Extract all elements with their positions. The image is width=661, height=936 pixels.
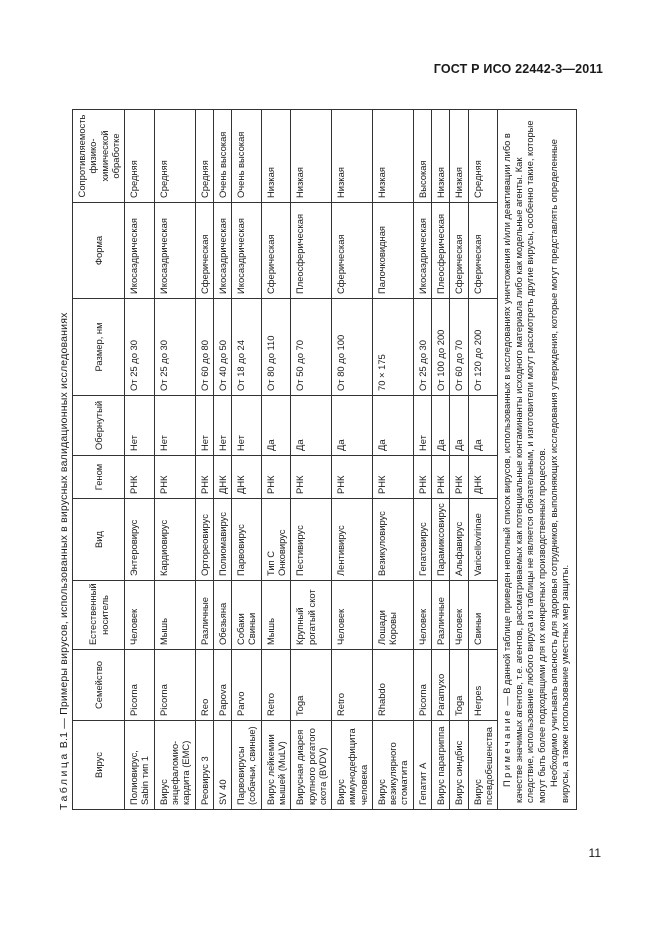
- table-cell: Гепатит А: [413, 721, 431, 810]
- table-cell: Сферическая: [195, 203, 213, 299]
- table-cell: От 120 до 200: [468, 299, 498, 396]
- table-cell: Низкая: [261, 110, 291, 203]
- table-cell: Да: [450, 396, 468, 456]
- table-note: [498, 110, 577, 810]
- table-cell: Лошади Коровы: [372, 581, 413, 650]
- table-cell: Да: [432, 396, 450, 456]
- table-cell: Гепатовирус: [413, 499, 431, 581]
- table-cell: Плеосферическая: [291, 203, 332, 299]
- document-header: ГОСТ Р ИСО 22442-3—2011: [433, 62, 603, 76]
- virus-table: [72, 109, 577, 810]
- table-cell: От 80 до 100: [332, 299, 373, 396]
- table-row: [261, 110, 291, 810]
- table-cell: Свиньи: [468, 581, 498, 650]
- table-cell: От 60 до 70: [450, 299, 468, 396]
- table-cell: Нет: [413, 396, 431, 456]
- table-row: [213, 110, 231, 810]
- table-caption-text: В.1 — Примеры вирусов, использованных в вирусных валидационных исследованиях: [58, 312, 70, 752]
- table-row: [372, 110, 413, 810]
- table-cell: Нет: [154, 396, 195, 456]
- column-header: Сопротивляемость физико-химической обработке: [73, 110, 125, 203]
- table-cell: SV 40: [213, 721, 231, 810]
- table-cell: Toga: [450, 650, 468, 721]
- table-cell: Herpes: [468, 650, 498, 721]
- rotated-table-block: [58, 110, 598, 810]
- table-cell: Тип С Онковирус: [261, 499, 291, 581]
- table-cell: Икосаэдрическая: [125, 203, 155, 299]
- table-cell: От 50 до 70: [291, 299, 332, 396]
- table-cell: Парвовирусы (собачьи, свиные): [232, 721, 262, 810]
- note-paragraph-2: Необходимо учитывать опасность для здоровья сотрудников, выполняющих исследования утверждения, которые могут представлять определенные вирусы, а также использование уместных мер защиты.: [548, 139, 571, 803]
- table-cell: Пестивирус: [291, 499, 332, 581]
- table-cell: Да: [261, 396, 291, 456]
- table-cell: Papova: [213, 650, 231, 721]
- table-cell: Везикуловирус: [372, 499, 413, 581]
- table-cell: Плеосферическая: [432, 203, 450, 299]
- table-cell: Нет: [195, 396, 213, 456]
- table-header-row: [73, 110, 125, 810]
- table-cell: Средняя: [154, 110, 195, 203]
- table-cell: Вирус псевдобешенства: [468, 721, 498, 810]
- table-cell: Человек: [450, 581, 468, 650]
- table-row: [432, 110, 450, 810]
- table-cell: Полиомавирус: [213, 499, 231, 581]
- table-note-row: [498, 110, 577, 810]
- table-cell: Человек: [125, 581, 155, 650]
- table-caption: [58, 312, 70, 810]
- table-row: [125, 110, 155, 810]
- table-cell: Полиовирус, Sabin тип 1: [125, 721, 155, 810]
- table-cell: Альфавирус: [450, 499, 468, 581]
- table-cell: Сферическая: [468, 203, 498, 299]
- table-cell: Низкая: [450, 110, 468, 203]
- table-cell: РНК: [413, 456, 431, 499]
- table-cell: Сферическая: [261, 203, 291, 299]
- table-cell: Нет: [213, 396, 231, 456]
- table-cell: Человек: [413, 581, 431, 650]
- table-cell: Палочковидная: [372, 203, 413, 299]
- table-row: [468, 110, 498, 810]
- table-cell: Различные: [195, 581, 213, 650]
- table-cell: От 18 до 24: [232, 299, 262, 396]
- table-row: [195, 110, 213, 810]
- column-header: Естественный носитель: [73, 581, 125, 650]
- table-cell: Retro: [332, 650, 373, 721]
- table-cell: От 80 до 110: [261, 299, 291, 396]
- table-cell: Крупный рогатый скот: [291, 581, 332, 650]
- table-cell: Мышь: [154, 581, 195, 650]
- table-cell: Обезьяна: [213, 581, 231, 650]
- table-cell: Да: [372, 396, 413, 456]
- table-cell: Paramyxo: [432, 650, 450, 721]
- table-cell: РНК: [291, 456, 332, 499]
- table-cell: Мышь: [261, 581, 291, 650]
- table-cell: РНК: [125, 456, 155, 499]
- table-cell: От 25 до 30: [125, 299, 155, 396]
- table-cell: РНК: [261, 456, 291, 499]
- table-cell: Rhabdo: [372, 650, 413, 721]
- table-cell: Человек: [332, 581, 373, 650]
- table-cell: Энтеровирус: [125, 499, 155, 581]
- table-body: [125, 110, 498, 810]
- table-cell: Очень высокая: [232, 110, 262, 203]
- column-header: Размер, нм: [73, 299, 125, 396]
- table-cell: Икосаэдрическая: [154, 203, 195, 299]
- table-cell: РНК: [432, 456, 450, 499]
- table-row: [413, 110, 431, 810]
- column-header: Геном: [73, 456, 125, 499]
- table-cell: Вирус синдбис: [450, 721, 468, 810]
- table-cell: РНК: [332, 456, 373, 499]
- table-cell: От 40 до 50: [213, 299, 231, 396]
- column-header: Обернутый: [73, 396, 125, 456]
- table-cell: Реовирус 3: [195, 721, 213, 810]
- table-row: [232, 110, 262, 810]
- table-row: [291, 110, 332, 810]
- table-cell: Toga: [291, 650, 332, 721]
- table-cell: Да: [332, 396, 373, 456]
- table-cell: Retro: [261, 650, 291, 721]
- table-cell: Picorna: [154, 650, 195, 721]
- table-cell: Picorna: [125, 650, 155, 721]
- table-cell: Вирус парагриппа: [432, 721, 450, 810]
- table-cell: Сферическая: [332, 203, 373, 299]
- table-cell: Парамиксовирус: [432, 499, 450, 581]
- table-row: [154, 110, 195, 810]
- table-cell: Собаки Свиньи: [232, 581, 262, 650]
- column-header: Семейство: [73, 650, 125, 721]
- table-cell: Нет: [125, 396, 155, 456]
- table-cell: Кардиовирус: [154, 499, 195, 581]
- table-cell: Varicellovirinae: [468, 499, 498, 581]
- table-cell: Нет: [232, 396, 262, 456]
- table-cell: Да: [291, 396, 332, 456]
- table-row: [332, 110, 373, 810]
- table-cell: РНК: [372, 456, 413, 499]
- table-cell: Икосаэдрическая: [413, 203, 431, 299]
- table-cell: От 25 до 30: [413, 299, 431, 396]
- table-caption-label: Таблица: [58, 751, 70, 810]
- table-cell: ДНК: [468, 456, 498, 499]
- table-cell: От 60 до 80: [195, 299, 213, 396]
- table-cell: От 100 до 200: [432, 299, 450, 396]
- table-cell: Высокая: [413, 110, 431, 203]
- table-cell: РНК: [195, 456, 213, 499]
- table-cell: Ортореовирус: [195, 499, 213, 581]
- table-cell: РНК: [450, 456, 468, 499]
- table-cell: От 25 до 30: [154, 299, 195, 396]
- table-cell: Вирусная диарея крупного рогатого скота (BVDV): [291, 721, 332, 810]
- note-label: Примечание: [502, 708, 513, 787]
- table-cell: Низкая: [291, 110, 332, 203]
- table-cell: Икосаэдрическая: [213, 203, 231, 299]
- table-cell: Средняя: [125, 110, 155, 203]
- table-cell: Вирус энцефаломио-кардита (ЕМС): [154, 721, 195, 810]
- table-row: [450, 110, 468, 810]
- page-number: 11: [588, 846, 601, 860]
- table-cell: Сферическая: [450, 203, 468, 299]
- table-cell: Picorna: [413, 650, 431, 721]
- table-cell: Низкая: [432, 110, 450, 203]
- table-cell: Средняя: [195, 110, 213, 203]
- column-header: Вирус: [73, 721, 125, 810]
- table-cell: Reo: [195, 650, 213, 721]
- table-cell: Низкая: [332, 110, 373, 203]
- table-cell: ДНК: [213, 456, 231, 499]
- table-cell: Парвовирус: [232, 499, 262, 581]
- table-cell: РНК: [154, 456, 195, 499]
- table-cell: Средняя: [468, 110, 498, 203]
- table-cell: Вирус иммунодефицита человека: [332, 721, 373, 810]
- table-cell: Вирус лейкемии мышей (MuLV): [261, 721, 291, 810]
- table-cell: Низкая: [372, 110, 413, 203]
- table-cell: Лентивирус: [332, 499, 373, 581]
- column-header: Вид: [73, 499, 125, 581]
- table-cell: 70 × 175: [372, 299, 413, 396]
- table-cell: Да: [468, 396, 498, 456]
- table-cell: Очень высокая: [213, 110, 231, 203]
- table-cell: Различные: [432, 581, 450, 650]
- note-paragraph-1: — В данной таблице приведен неполный список вирусов, использованных в исследованиях уничтожения и/или деактивации либо в качестве значимых агентов, т.е. агентов, рассматриваемых как потенциальные контаминанты исходного материала либо как модельные агенты. Как следствие, использование любого вируса из таблицы не является обязательным, и изготовители могут рассмотреть другие вирусы, особенно такие, которые могут быть более подходящими для их конкретных производственных процессов.: [502, 120, 547, 803]
- column-header: Форма: [73, 203, 125, 299]
- table-cell: ДНК: [232, 456, 262, 499]
- table-cell: Parvo: [232, 650, 262, 721]
- table-cell: Икосаэдрическая: [232, 203, 262, 299]
- table-cell: Вирус везикулярного стоматита: [372, 721, 413, 810]
